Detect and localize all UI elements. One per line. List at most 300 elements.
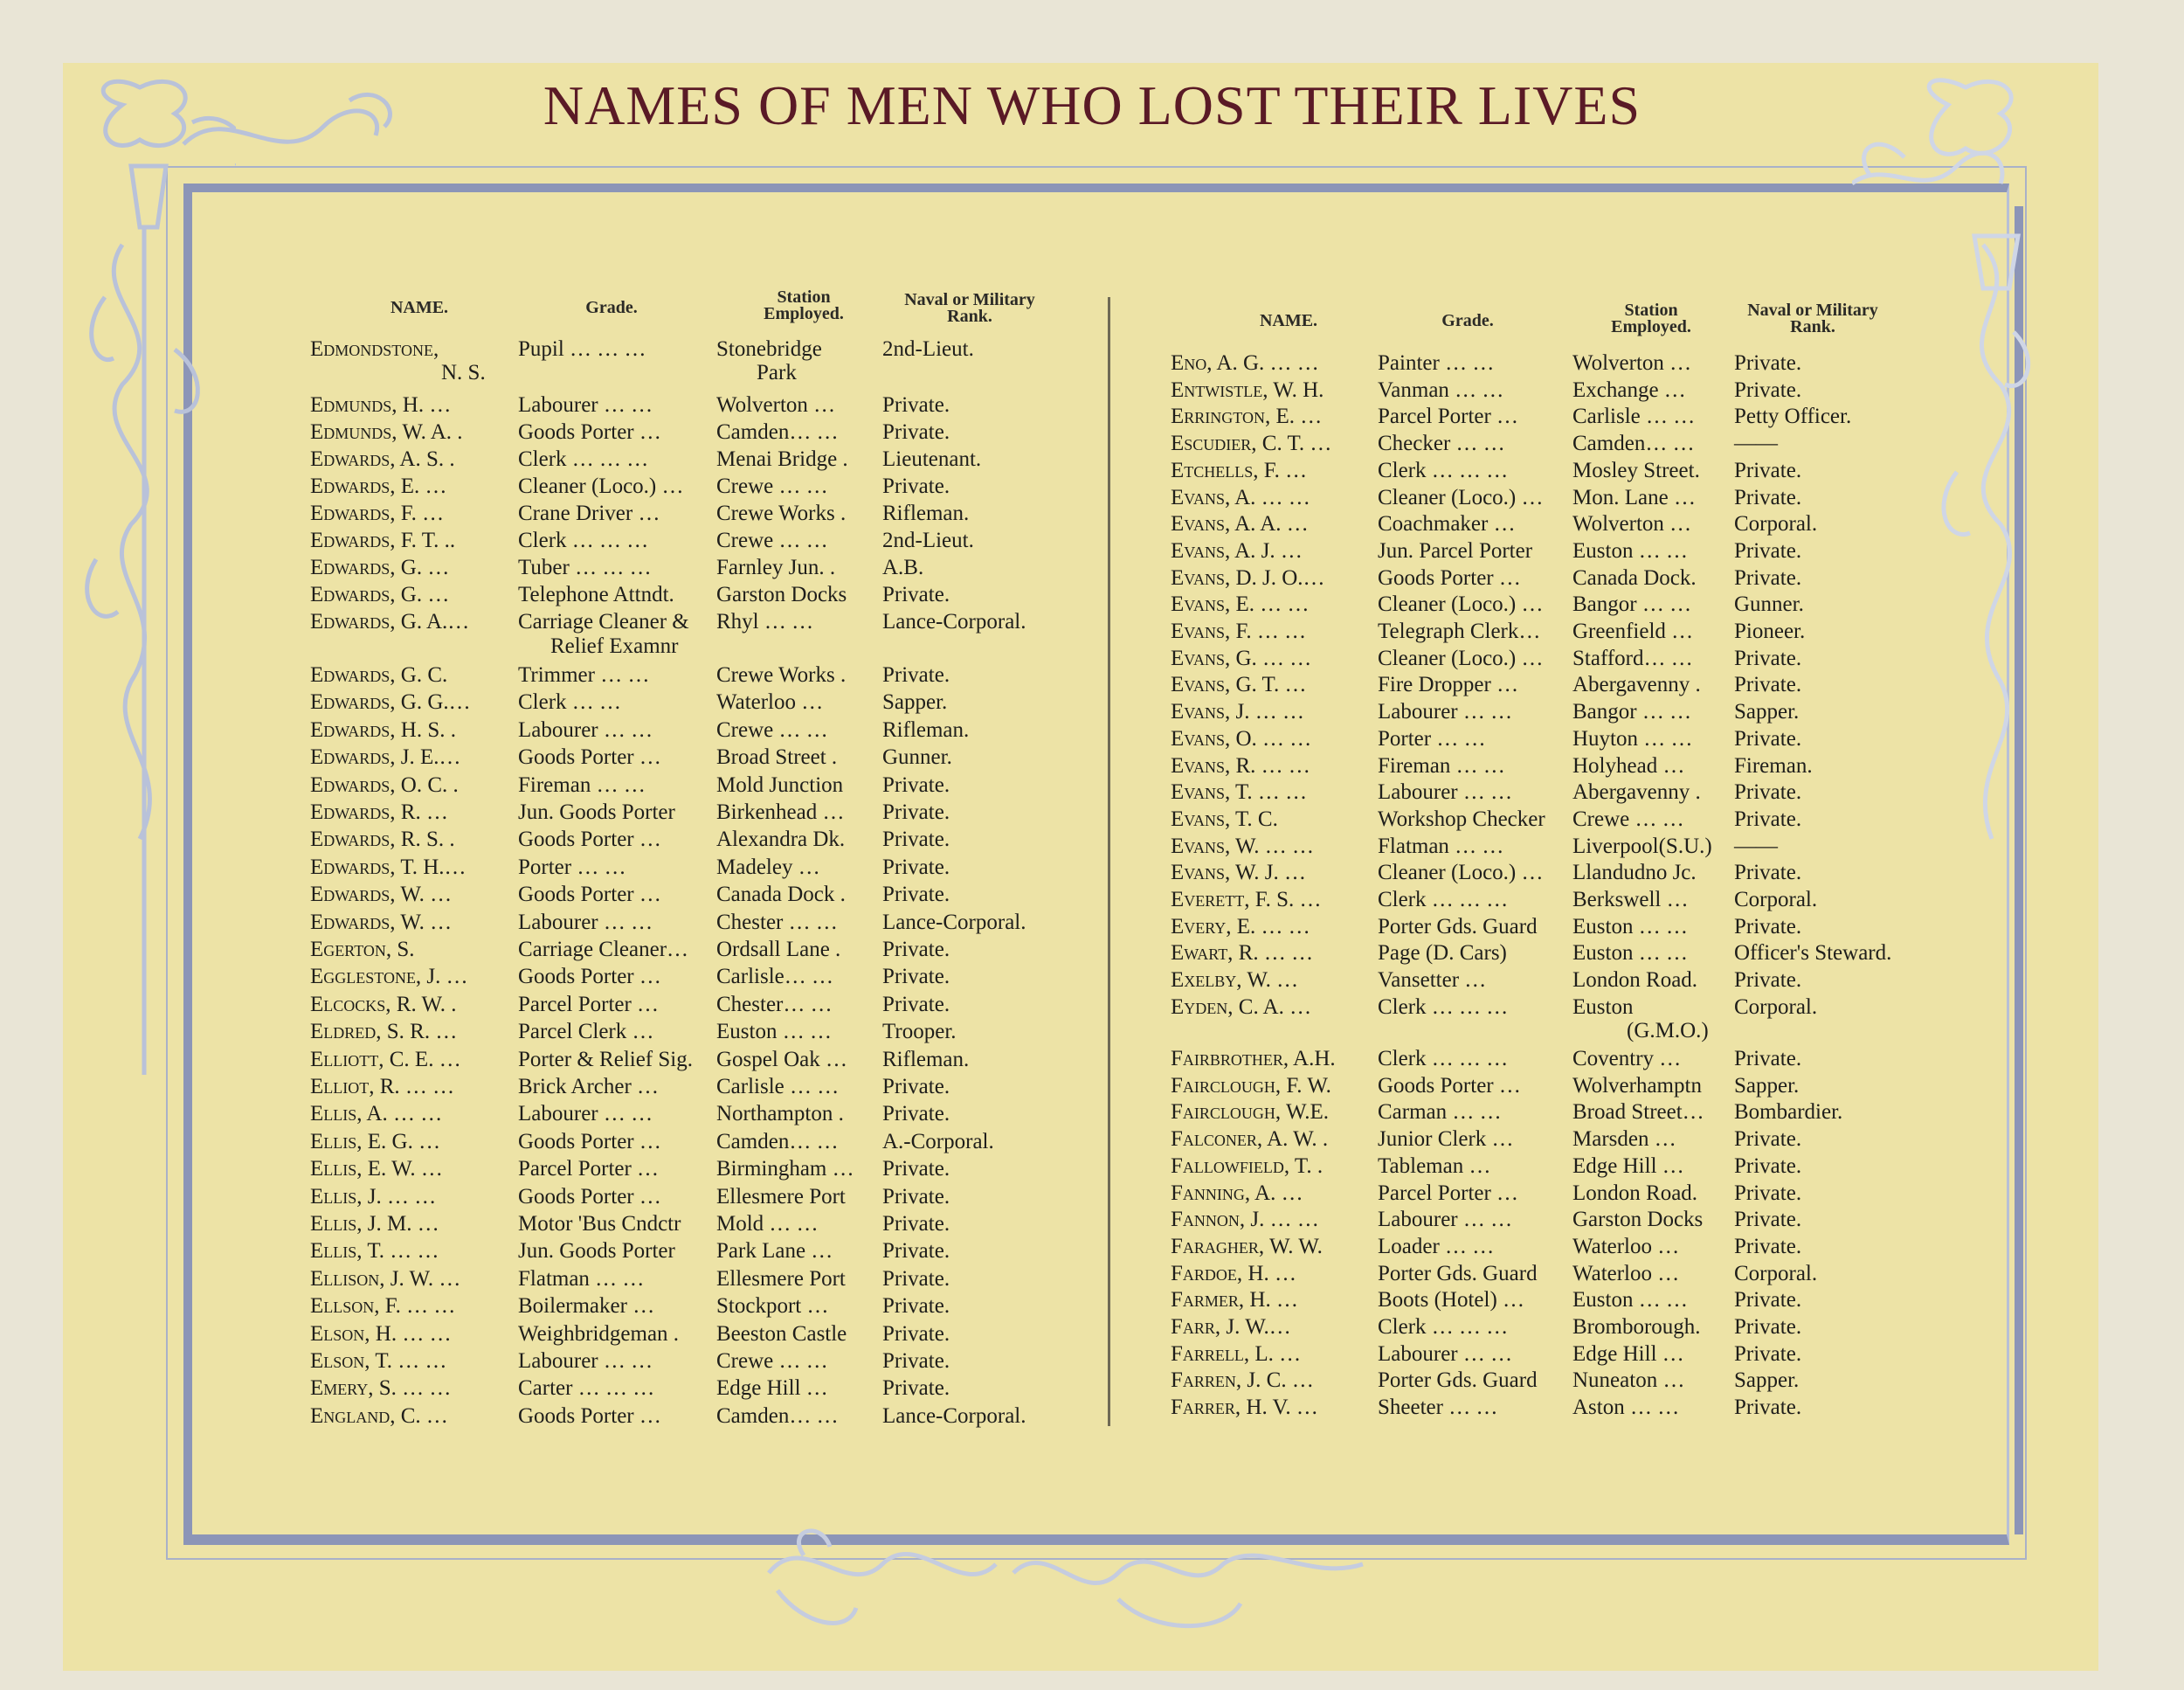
cell-name: Eyden, C. A. … <box>1171 994 1312 1019</box>
cell-station: Broad Street . <box>716 745 838 770</box>
cell-name: Evans, W. … … <box>1171 834 1315 858</box>
cell-name: Fanning, A. … <box>1171 1181 1303 1205</box>
cell-rank: Private. <box>882 992 950 1016</box>
table-row <box>0 1181 2184 1209</box>
cell-name: Farr, J. W.… <box>1171 1315 1291 1339</box>
cell-grade: Fire Dropper … <box>1378 673 1519 697</box>
table-row <box>0 835 2184 862</box>
cell-rank: Lieutenant. <box>882 447 982 471</box>
cell-grade: Porter … … <box>1378 726 1486 751</box>
cell-station: Edge Hill … <box>1572 1341 1684 1366</box>
cell-station: Waterloo … <box>1572 1261 1680 1285</box>
cell-name: Ellis, E. W. … <box>310 1157 443 1181</box>
cell-name: Elliott, C. E. … <box>310 1047 461 1071</box>
cell-grade: Labourer … … <box>518 1349 653 1373</box>
cell-name: Every, E. … … <box>1171 914 1310 939</box>
cell-name: Elson, T. … … <box>310 1349 447 1373</box>
continuation-station: Park <box>757 361 797 384</box>
cell-rank: 2nd-Lieut. <box>882 529 974 552</box>
continuation-station: (G.M.O.) <box>1627 1019 1709 1042</box>
cell-station: Edge Hill … <box>1572 1153 1684 1178</box>
cell-rank: Private. <box>1734 1181 1802 1205</box>
cell-station: Crewe … … <box>716 1349 828 1373</box>
right-header-rank: Naval or Military Rank. <box>1747 301 1878 336</box>
cell-grade: Porter Gds. Guard <box>1378 914 1538 939</box>
cell-name: Evans, G. … … <box>1171 646 1312 670</box>
right-header-grade: Grade. <box>1441 311 1494 330</box>
cell-grade: Labourer … … <box>518 910 653 934</box>
cell-rank: Sapper. <box>882 690 948 715</box>
cell-name: Evans, A. … … <box>1171 485 1310 509</box>
cell-name: Egerton, S. <box>310 938 415 961</box>
cell-rank: Private. <box>1734 1047 1802 1070</box>
cell-rank: Private. <box>1734 1208 1802 1232</box>
cell-name: Fallowfield, T. . <box>1171 1153 1324 1178</box>
cell-grade: Clerk … … … <box>1378 458 1509 482</box>
cell-grade: Goods Porter … <box>1378 1073 1521 1098</box>
cell-station: Crewe Works . <box>716 502 847 525</box>
table-row <box>0 968 2184 996</box>
cell-station: Broad Street… <box>1572 1100 1704 1125</box>
cell-station: Camden… … <box>716 1403 839 1428</box>
cell-name: Edwards, G. A.… <box>310 610 470 634</box>
cell-rank: Private. <box>882 938 950 961</box>
cell-station: Holyhead … <box>1572 753 1685 778</box>
cell-station: Aston … … <box>1572 1396 1680 1420</box>
cell-name: Evans, T. … … <box>1171 780 1308 805</box>
cell-name: Edwards, F. T. .. <box>310 529 456 552</box>
cell-name: Evans, E. … … <box>1171 592 1310 617</box>
cell-name: Edwards, G. C. <box>310 663 448 687</box>
cell-station: Carlisle … … <box>716 1075 840 1098</box>
table-row <box>0 351 2184 379</box>
cell-grade: Junior Clerk … <box>1378 1127 1514 1152</box>
cell-grade: Coachmaker … <box>1378 512 1516 537</box>
cell-station: Canada Dock. <box>1572 565 1697 590</box>
table-row <box>0 647 2184 675</box>
cell-station: Berkswell … <box>1572 888 1689 911</box>
cell-rank: Trooper. <box>882 1020 957 1044</box>
table-row <box>0 486 2184 514</box>
cell-name: Escudier, C. T. … <box>1171 432 1332 456</box>
cell-rank: Private. <box>1734 351 1802 375</box>
cell-grade: Goods Porter … <box>518 883 661 907</box>
cell-grade: Boots (Hotel) … <box>1378 1288 1525 1313</box>
cell-station: Bangor … … <box>1572 700 1692 724</box>
table-row <box>0 727 2184 755</box>
cell-grade: Carter … … … <box>518 1376 655 1401</box>
cell-station: Bangor … … <box>1572 592 1692 617</box>
cell-rank: Private. <box>882 1321 950 1346</box>
cell-station: Llandudno Jc. <box>1572 861 1697 885</box>
cell-station: Crewe Works . <box>716 663 847 687</box>
cell-grade: Jun. Goods Porter <box>518 800 675 824</box>
cell-station: Farnley Jun. . <box>716 556 836 579</box>
cell-grade: Parcel Porter … <box>518 1157 660 1181</box>
cell-grade: Labourer … … <box>1378 1208 1513 1232</box>
cell-grade: Vansetter … <box>1378 968 1487 993</box>
cell-station: London Road. <box>1572 968 1698 993</box>
cell-grade: Cleaner (Loco.) … <box>1378 485 1544 509</box>
cell-name: Everett, F. S. … <box>1171 888 1322 911</box>
cell-rank: Private. <box>1734 485 1802 509</box>
cell-grade: Jun. Goods Porter <box>518 1239 675 1264</box>
table-row <box>0 1074 2184 1102</box>
cell-grade: Weighbridgeman . <box>518 1321 680 1346</box>
cell-station: Birkenhead … <box>716 800 845 824</box>
cell-station: Exchange … <box>1572 377 1686 402</box>
cell-grade: Telegraph Clerk… <box>1378 620 1541 643</box>
table-row <box>0 1288 2184 1316</box>
cell-grade: Labourer … … <box>1378 780 1513 805</box>
cell-grade: Clerk … … … <box>1378 1047 1509 1070</box>
cell-rank: Rifleman. <box>882 717 970 742</box>
cell-name: Fairbrother, A.H. <box>1171 1047 1336 1070</box>
table-row <box>0 1047 2184 1075</box>
cell-grade: Goods Porter … <box>1378 565 1521 590</box>
cell-station: Mon. Lane … <box>1572 485 1696 509</box>
cell-rank: Private. <box>882 1157 950 1181</box>
cell-station: Carlisle… … <box>716 965 834 989</box>
cell-grade: Goods Porter … <box>518 828 661 852</box>
cell-name: Emery, S. … … <box>310 1376 452 1401</box>
cell-station: Chester … … <box>716 910 838 934</box>
cell-grade: Clerk … … … <box>518 529 649 552</box>
cell-grade: Labourer … … <box>1378 700 1513 724</box>
cell-rank: Private. <box>882 583 950 606</box>
cell-name: Faragher, W. W. <box>1171 1234 1323 1258</box>
cell-rank: Private. <box>882 855 950 879</box>
cell-station: Bromborough. <box>1572 1315 1701 1339</box>
cell-rank: Private. <box>1734 968 1802 993</box>
cell-grade: Parcel Porter … <box>518 992 660 1016</box>
cell-name: Ellis, J. M. … <box>310 1212 439 1236</box>
table-row <box>0 512 2184 540</box>
cell-rank: Rifleman. <box>882 502 970 525</box>
cell-station: Camden… … <box>716 420 839 444</box>
table-row <box>0 673 2184 701</box>
cell-rank: Private. <box>1734 1341 1802 1366</box>
cell-name: Etchells, F. … <box>1171 458 1308 482</box>
cell-station: Abergavenny . <box>1572 673 1701 697</box>
cell-grade: Boilermaker … <box>518 1294 655 1319</box>
cell-rank: Private. <box>882 828 950 852</box>
cell-grade: Fireman … … <box>518 772 646 797</box>
cell-grade: Page (D. Cars) <box>1378 941 1507 966</box>
cell-rank: Officer's Steward. <box>1734 941 1892 966</box>
left-header-name: NAME. <box>390 298 449 317</box>
table-row <box>0 1262 2184 1290</box>
cell-rank: Fireman. <box>1734 753 1813 778</box>
cell-name: England, C. … <box>310 1403 448 1428</box>
cell-name: Egglestone, J. … <box>310 965 468 989</box>
cell-rank: Private. <box>882 1349 950 1373</box>
cell-grade: Tableman … <box>1378 1153 1491 1178</box>
cell-name: Edwards, T. H.… <box>310 855 467 879</box>
cell-name: Evans, A. A. … <box>1171 512 1309 537</box>
continuation-name: N. S. <box>441 361 486 384</box>
table-row <box>0 432 2184 460</box>
cell-rank: Private. <box>1734 673 1802 697</box>
cell-station: Euston … … <box>1572 538 1688 563</box>
table-row <box>0 941 2184 969</box>
cell-name: Evans, T. C. <box>1171 807 1278 831</box>
cell-grade: Goods Porter … <box>518 1403 661 1428</box>
cell-grade: Jun. Parcel Porter <box>1378 538 1533 563</box>
cell-rank: Private. <box>882 1075 950 1098</box>
cell-rank: Sapper. <box>1734 1073 1800 1098</box>
cell-rank: Private. <box>1734 565 1802 590</box>
cell-rank: A.-Corporal. <box>882 1129 994 1153</box>
cell-station: Euston … … <box>1572 941 1688 966</box>
cell-station: Beeston Castle <box>716 1321 847 1346</box>
cell-name: Ellis, J. … … <box>310 1184 437 1209</box>
cell-name: Edmunds, W. A. . <box>310 420 463 444</box>
cell-name: Edwards, W. … <box>310 910 453 934</box>
cell-rank: Private. <box>882 474 950 498</box>
cell-station: Wolverton … <box>1572 351 1692 375</box>
cell-name: Edwards, R. … <box>310 800 448 824</box>
table-row <box>0 700 2184 728</box>
cell-grade: Labourer … … <box>1378 1341 1513 1366</box>
table-row <box>0 378 2184 406</box>
cell-rank: Private. <box>1734 914 1802 939</box>
cell-name: Edmunds, H. … <box>310 393 452 417</box>
cell-grade: Goods Porter … <box>518 745 661 770</box>
cell-rank: Pioneer. <box>1734 620 1806 643</box>
cell-station: Crewe … … <box>716 529 828 552</box>
cell-rank: Private. <box>882 1184 950 1209</box>
cell-rank: —— <box>1734 834 1778 858</box>
table-row <box>0 1127 2184 1155</box>
cell-name: Eno, A. G. … … <box>1171 351 1319 375</box>
cell-rank: Private. <box>1734 377 1802 402</box>
cell-rank: Petty Officer. <box>1734 405 1852 429</box>
cell-grade: Clerk … … … <box>1378 888 1509 911</box>
cell-rank: 2nd-Lieut. <box>882 337 974 361</box>
cell-rank: Private. <box>1734 1234 1802 1258</box>
cell-grade: Trimmer … … <box>518 663 650 687</box>
cell-name: Ellson, F. … … <box>310 1294 456 1319</box>
cell-station: Huyton … … <box>1572 726 1693 751</box>
cell-name: Ellis, E. G. … <box>310 1129 441 1153</box>
cell-grade: Workshop Checker <box>1378 807 1545 831</box>
cell-rank: Private. <box>882 800 950 824</box>
cell-rank: Corporal. <box>1734 994 1818 1019</box>
cell-name: Evans, J. … … <box>1171 700 1304 724</box>
cell-grade: Pupil … … … <box>518 337 646 361</box>
cell-rank: Sapper. <box>1734 700 1800 724</box>
right-header-name: NAME. <box>1259 311 1318 330</box>
page-title: NAMES OF MEN WHO LOST THEIR LIVES <box>543 74 1641 136</box>
cell-name: Edwards, H. S. . <box>310 717 456 742</box>
cell-station: Stonebridge <box>716 337 822 361</box>
cell-grade: Goods Porter … <box>518 1129 661 1153</box>
cell-station: Euston … … <box>716 1020 832 1044</box>
table-row <box>0 807 2184 835</box>
cell-rank: Private. <box>1734 1153 1802 1178</box>
cell-station: Stafford… … <box>1572 646 1693 670</box>
cell-grade: Checker … … <box>1378 432 1505 456</box>
cell-station: Abergavenny . <box>1572 780 1701 805</box>
cell-name: Ellis, A. … … <box>310 1102 443 1126</box>
cell-station: Nuneaton … <box>1572 1368 1685 1393</box>
cell-name: Edwards, R. S. . <box>310 828 455 852</box>
cell-grade: Labourer … … <box>518 717 653 742</box>
cell-station: Garston Docks <box>1572 1208 1704 1232</box>
cell-name: Edwards, G. … <box>310 556 450 579</box>
cell-grade: Parcel Porter … <box>1378 405 1519 429</box>
cell-station: Marsden … <box>1572 1127 1676 1152</box>
cell-station: Birmingham … <box>716 1157 854 1181</box>
cell-rank: Sapper. <box>1734 1368 1800 1393</box>
cell-name: Entwistle, W. H. <box>1171 377 1324 402</box>
cell-grade: Porter Gds. Guard <box>1378 1368 1538 1393</box>
cell-station: Ellesmere Port <box>716 1266 846 1291</box>
cell-grade: Sheeter … … <box>1378 1396 1498 1420</box>
cell-name: Edwards, G. … <box>310 583 450 606</box>
cell-grade: Labourer … … <box>518 1102 653 1126</box>
cell-grade: Clerk … … … <box>518 447 649 471</box>
table-row <box>0 1020 2184 1048</box>
table-row <box>0 780 2184 808</box>
cell-station: Crewe … … <box>716 474 828 498</box>
cell-station: Northampton . <box>716 1102 844 1126</box>
cell-name: Edwards, O. C. . <box>310 772 459 797</box>
cell-station: Garston Docks <box>716 583 847 606</box>
cell-station: Madeley … <box>716 855 820 879</box>
cell-grade: Clerk … … … <box>1378 1315 1509 1339</box>
cell-rank: Private. <box>1734 646 1802 670</box>
cell-grade: Labourer … … <box>518 393 653 417</box>
cell-name: Edwards, A. S. . <box>310 447 455 471</box>
cell-grade: Goods Porter … <box>518 965 661 989</box>
cell-rank: Private. <box>1734 807 1802 831</box>
cell-rank: Private. <box>882 420 950 444</box>
cell-grade: Carriage Cleaner… <box>518 938 689 961</box>
cell-rank: Lance-Corporal. <box>882 910 1026 934</box>
cell-grade: Cleaner (Loco.) … <box>518 474 684 498</box>
cell-name: Edwards, F. … <box>310 502 445 525</box>
cell-rank: Rifleman. <box>882 1047 970 1071</box>
cell-station: Ordsall Lane . <box>716 938 841 961</box>
cell-grade: Vanman … … <box>1378 377 1504 402</box>
cell-name: Eldred, S. R. … <box>310 1020 458 1044</box>
cell-station: Wolverton … <box>716 393 836 417</box>
cell-rank: Private. <box>882 1239 950 1264</box>
table-row <box>0 1235 2184 1263</box>
cell-rank: Private. <box>1734 861 1802 885</box>
cell-grade: Clerk … … … <box>1378 994 1509 1019</box>
right-header-station: Station Employed. <box>1611 301 1691 336</box>
cell-grade: Painter … … <box>1378 351 1495 375</box>
cell-rank: Private. <box>882 1102 950 1126</box>
cell-name: Ellis, T. … … <box>310 1239 439 1264</box>
cell-rank: Private. <box>882 393 950 417</box>
cell-name: Errington, E. … <box>1171 405 1323 429</box>
cell-name: Ewart, R. … … <box>1171 941 1314 966</box>
cell-station: Crewe … … <box>716 717 828 742</box>
cell-grade: Motor 'Bus Cndctr <box>518 1212 681 1236</box>
cell-grade: Cleaner (Loco.) … <box>1378 646 1544 670</box>
continuation-grade: Relief Examnr <box>550 634 679 658</box>
cell-station: Camden… … <box>1572 432 1695 456</box>
cell-grade: Crane Driver … <box>518 502 660 525</box>
cell-rank: Private. <box>1734 1315 1802 1339</box>
table-row <box>0 992 2184 1023</box>
cell-name: Farrer, H. V. … <box>1171 1396 1318 1420</box>
cell-grade: Flatman … … <box>518 1266 645 1291</box>
cell-station: Crewe … … <box>1572 807 1684 831</box>
cell-station: London Road. <box>1572 1181 1698 1205</box>
cell-grade: Carman … … <box>1378 1100 1502 1125</box>
cell-name: Edwards, G. G.… <box>310 690 471 715</box>
cell-rank: Private. <box>1734 538 1802 563</box>
cell-station: Coventry … <box>1572 1047 1682 1070</box>
cell-name: Farren, J. C. … <box>1171 1368 1314 1393</box>
cell-station: Edge Hill … <box>716 1376 828 1401</box>
cell-grade: Cleaner (Loco.) … <box>1378 592 1544 617</box>
bottom-garland-ornament <box>751 1520 1380 1652</box>
cell-rank: Corporal. <box>1734 1261 1818 1285</box>
cell-name: Evans, D. J. O.… <box>1171 565 1325 590</box>
cell-rank: Bombardier. <box>1734 1100 1843 1125</box>
table-row <box>0 1368 2184 1396</box>
cell-name: Fannon, J. … … <box>1171 1208 1319 1232</box>
cell-rank: Private. <box>1734 726 1802 751</box>
table-row <box>0 1208 2184 1236</box>
cell-rank: Private. <box>882 883 950 907</box>
table-row <box>0 1100 2184 1128</box>
cell-name: Evans, R. … … <box>1171 753 1310 778</box>
cell-rank: A.B. <box>882 556 924 579</box>
cell-grade: Porter Gds. Guard <box>1378 1261 1538 1285</box>
cell-station: Wolverhamptn <box>1572 1073 1702 1098</box>
cell-rank: Private. <box>882 965 950 989</box>
cell-station: Camden… … <box>716 1129 839 1153</box>
table-row <box>0 459 2184 487</box>
cell-station: Wolverton … <box>1572 512 1692 537</box>
cell-grade: Goods Porter … <box>518 1184 661 1209</box>
cell-rank: Corporal. <box>1734 512 1818 537</box>
cell-rank: Private. <box>882 1376 950 1401</box>
cell-station: Rhyl … … <box>716 610 814 634</box>
table-row <box>0 754 2184 782</box>
cell-grade: Loader … … <box>1378 1234 1495 1258</box>
cell-rank: Private. <box>1734 780 1802 805</box>
cell-rank: Lance-Corporal. <box>882 1403 1026 1428</box>
cell-station: Alexandra Dk. <box>716 828 846 852</box>
table-row <box>0 861 2184 889</box>
cell-grade: Parcel Porter … <box>1378 1181 1519 1205</box>
table-row <box>0 888 2184 916</box>
cell-station: Menai Bridge . <box>716 447 848 471</box>
cell-station: Euston … … <box>1572 914 1688 939</box>
left-header-grade: Grade. <box>585 298 638 317</box>
cell-rank: Lance-Corporal. <box>882 610 1026 634</box>
table-row <box>0 620 2184 648</box>
cell-station: Ellesmere Port <box>716 1184 846 1209</box>
cell-grade: Porter & Relief Sig. <box>518 1047 693 1071</box>
cell-name: Evans, O. … … <box>1171 726 1312 751</box>
left-header-station: Station Employed. <box>764 287 844 323</box>
cell-station: Euston … … <box>1572 1288 1688 1313</box>
cell-name: Fardoe, H. … <box>1171 1261 1296 1285</box>
table-row <box>0 1342 2184 1370</box>
cell-grade: Tuber … … … <box>518 556 652 579</box>
cell-station: Mold … … <box>716 1212 819 1236</box>
cell-rank: Private. <box>882 1212 950 1236</box>
